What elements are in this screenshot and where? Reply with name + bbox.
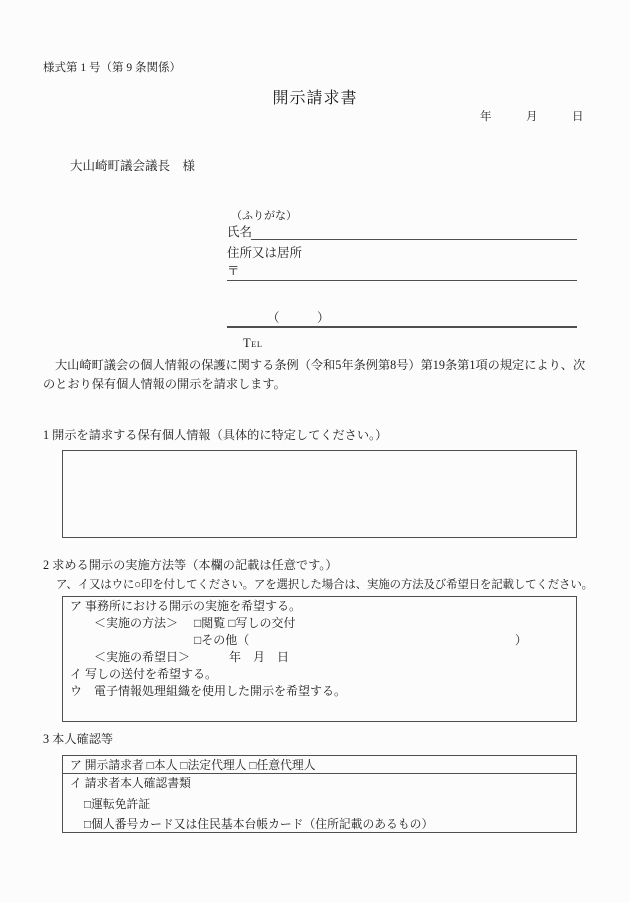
body-paragraph: 大山崎町議会の個人情報の保護に関する条例（令和5年条例第8号）第19条第1項の規定により、次のとおり保有個人情報の開示を請求します。 [43, 358, 586, 391]
name-field-line [251, 239, 577, 240]
section1-heading: 1 開示を請求する保有個人情報（具体的に特定してください。） [43, 428, 388, 442]
address-field-line [227, 280, 577, 281]
section2-heading: 2 求める開示の実施方法等（本欄の記載は任意です。） [43, 558, 338, 572]
table-row-divider [63, 773, 576, 774]
method-label: ＜実施の方法＞ [94, 616, 179, 630]
option-a-office-disclosure: ア 事務所における開示の実施を希望する。 [70, 599, 302, 613]
postal-mark: 〒 [227, 264, 240, 278]
date-line: 年 月 日 [480, 111, 584, 123]
option-i-copy-mailing: イ 写しの送付を希望する。 [70, 667, 218, 681]
identity-document-id-card: □個人番号カード又は住民基本台帳カード（住所記載のあるもの） [84, 817, 434, 831]
option-u-electronic-disclosure: ウ 電子情報処理組織を使用した開示を希望する。 [70, 684, 347, 698]
disclosure-method-box [62, 596, 577, 722]
address-label: 住所又は居所 [227, 246, 303, 260]
identity-documents-row-heading: イ 請求者本人確認書類 [70, 776, 191, 790]
tel-field-line [227, 326, 577, 328]
furigana-label: （ふりがな） [231, 210, 297, 222]
name-label: 氏名 [227, 225, 253, 239]
form-number: 様式第 1 号（第 9 条関係） [43, 62, 181, 74]
section3-heading: 3 本人確認等 [43, 732, 114, 746]
section2-note: ア、イ又はウに○印を付してください。アを選択した場合は、実施の方法及び希望日を記載してください。 [56, 579, 593, 591]
tel-parens: （ ） [267, 311, 330, 325]
desired-date-value: 年 月 日 [229, 650, 290, 664]
other-checkbox-option: □その他（ [194, 633, 250, 647]
identity-document-drivers-license: □運転免許証 [84, 797, 151, 811]
identity-verification-table [62, 755, 577, 833]
tel-label: TEL [243, 336, 263, 350]
other-option-close-paren: ） [515, 633, 528, 647]
desired-date-label: ＜実施の希望日＞ [94, 650, 191, 664]
method-checkbox-options: □閲覧 □写しの交付 [194, 616, 296, 630]
requester-type-row: ア 開示請求者 □本人 □法定代理人 □任意代理人 [70, 758, 316, 772]
addressee: 大山崎町議会議長 様 [70, 159, 196, 173]
requested-information-box [62, 450, 577, 538]
page-title: 開示請求書 [272, 90, 358, 107]
